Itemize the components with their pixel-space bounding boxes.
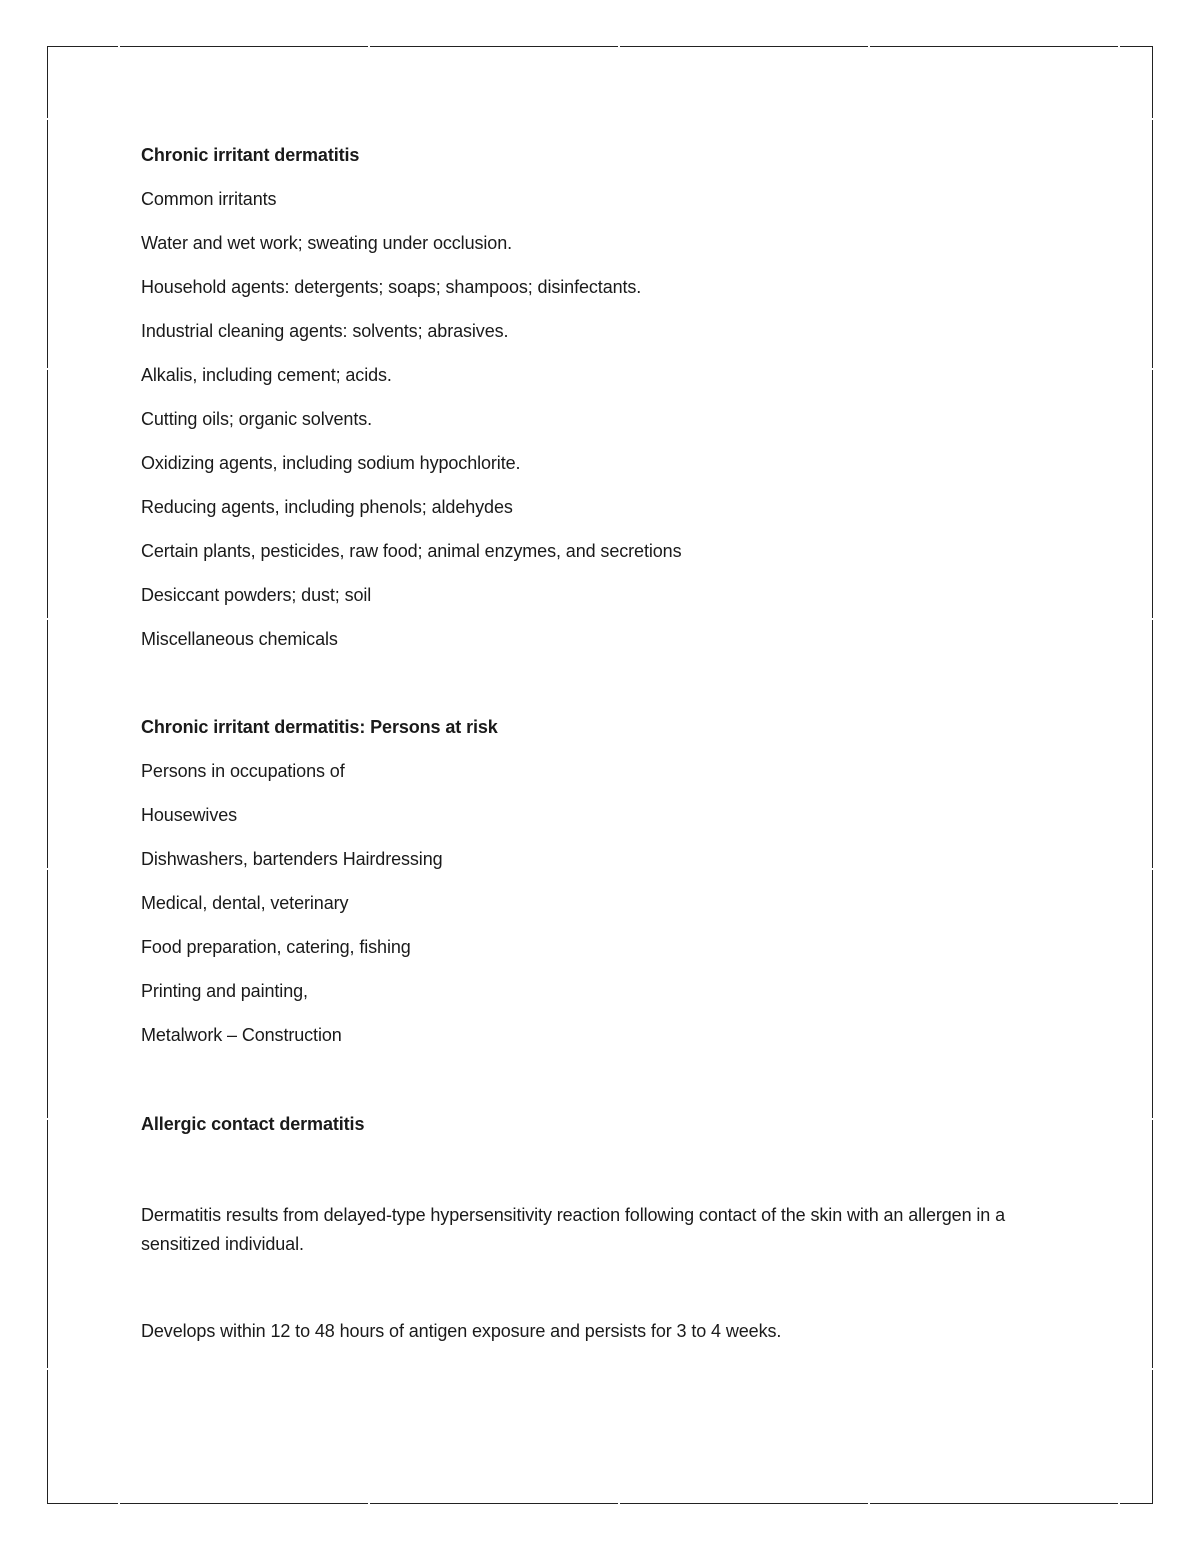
border-gap xyxy=(46,868,50,870)
border-gap xyxy=(618,45,620,49)
paragraph: Develops within 12 to 48 hours of antigen exposure and persists for 3 to 4 weeks. xyxy=(141,1321,782,1341)
border-gap xyxy=(1118,1502,1120,1506)
list-item: Industrial cleaning agents: solvents; abrasives. xyxy=(141,321,509,341)
section-subheading: Common irritants xyxy=(141,189,277,209)
border-gap xyxy=(1151,1368,1155,1370)
section-heading: Allergic contact dermatitis xyxy=(141,1114,365,1134)
border-gap xyxy=(1151,868,1155,870)
section-allergic-contact xyxy=(141,1113,1041,1346)
border-gap xyxy=(1151,118,1155,120)
border-gap xyxy=(868,45,870,49)
list-item: Certain plants, pesticides, raw food; animal enzymes, and secretions xyxy=(141,541,682,561)
border-gap xyxy=(46,1368,50,1370)
list-item: Metalwork – Construction xyxy=(141,1025,342,1045)
border-gap xyxy=(118,1502,120,1506)
border-gap xyxy=(46,1118,50,1120)
list-item: Dishwashers, bartenders Hairdressing xyxy=(141,849,443,869)
section-chronic-irritant xyxy=(141,144,1041,650)
border-gap xyxy=(618,1502,620,1506)
list-item: Miscellaneous chemicals xyxy=(141,629,338,649)
section-heading: Chronic irritant dermatitis: Persons at risk xyxy=(141,717,498,737)
list-item: Printing and painting, xyxy=(141,981,308,1001)
list-item: Alkalis, including cement; acids. xyxy=(141,365,392,385)
list-item: Medical, dental, veterinary xyxy=(141,893,349,913)
border-gap xyxy=(46,118,50,120)
list-item: Cutting oils; organic solvents. xyxy=(141,409,373,429)
section-persons-at-risk xyxy=(141,716,1041,1046)
border-gap xyxy=(118,45,120,49)
border-gap xyxy=(368,45,370,49)
document-body xyxy=(141,144,1041,1346)
list-item: Oxidizing agents, including sodium hypochlorite. xyxy=(141,453,521,473)
section-subheading: Persons in occupations of xyxy=(141,761,345,781)
list-item: Reducing agents, including phenols; aldehydes xyxy=(141,497,513,517)
border-gap xyxy=(1118,45,1120,49)
border-gap xyxy=(1151,1118,1155,1120)
border-gap xyxy=(1151,368,1155,370)
section-heading: Chronic irritant dermatitis xyxy=(141,145,360,165)
list-item: Household agents: detergents; soaps; shampoos; disinfectants. xyxy=(141,277,642,297)
list-item: Water and wet work; sweating under occlusion. xyxy=(141,233,513,253)
list-item: Desiccant powders; dust; soil xyxy=(141,585,372,605)
border-gap xyxy=(368,1502,370,1506)
border-gap xyxy=(868,1502,870,1506)
border-gap xyxy=(46,368,50,370)
border-gap xyxy=(1151,618,1155,620)
paragraph: Dermatitis results from delayed-type hypersensitivity reaction following contact of the skin with an allergen in a sensitized individual. xyxy=(141,1205,1006,1254)
list-item: Housewives xyxy=(141,805,238,825)
border-gap xyxy=(46,618,50,620)
list-item: Food preparation, catering, fishing xyxy=(141,937,411,957)
